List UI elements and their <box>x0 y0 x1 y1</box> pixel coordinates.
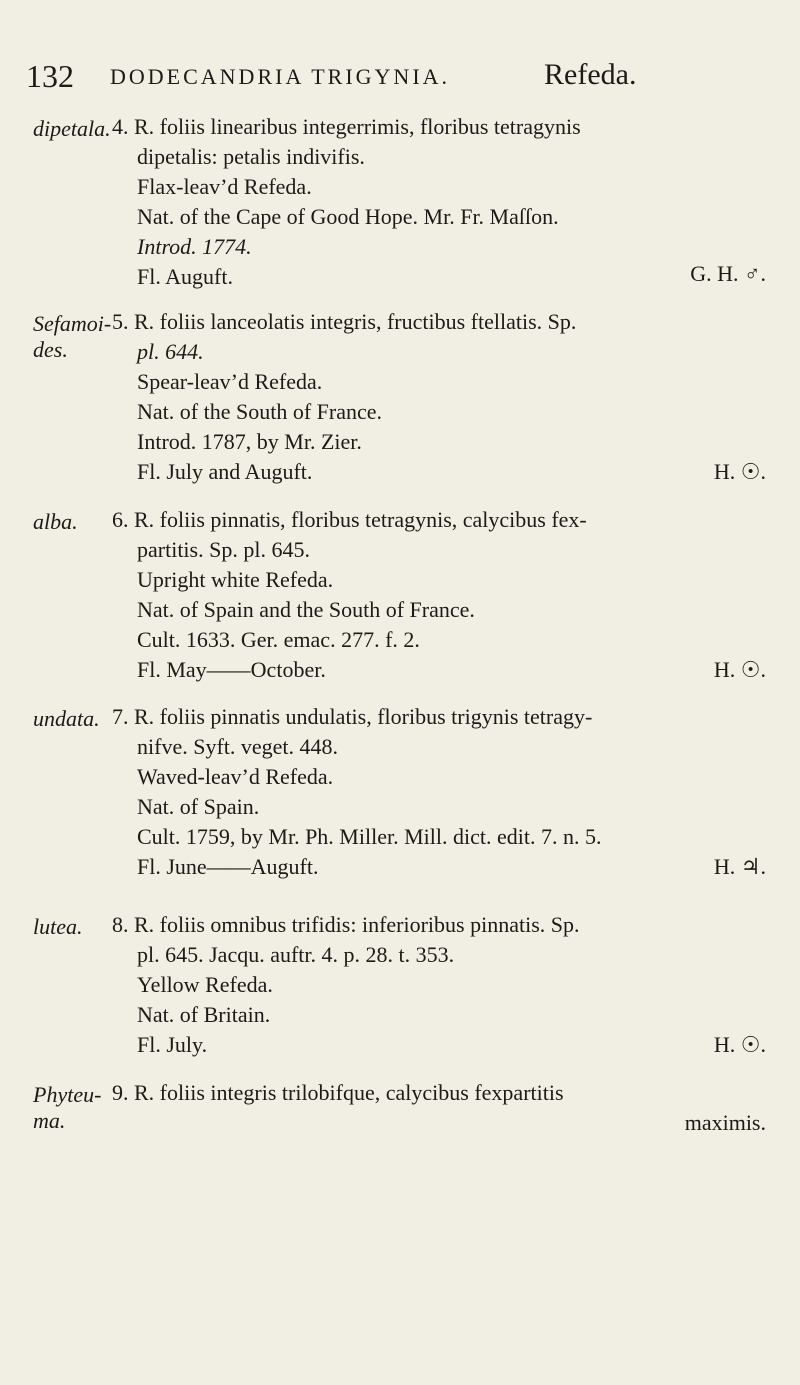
habitat-status: H. ☉. <box>713 1032 766 1057</box>
species-margin-name: dipetala. <box>33 116 111 141</box>
species-margin-name: Sefamoi-des. <box>33 311 112 362</box>
entry-line: Fl. June——Auguft. <box>137 854 319 879</box>
running-title: DODECANDRIA TRIGYNIA. <box>110 64 451 89</box>
entry-line: Nat. of Britain. <box>137 1002 271 1027</box>
entry-line: pl. 645. Jacqu. auftr. 4. p. 28. t. 353. <box>137 942 455 967</box>
entry-line: Nat. of Spain and the South of France. <box>137 597 475 622</box>
page-header <box>22 58 782 98</box>
entry-line: Introd. 1787, by Mr. Zier. <box>137 429 362 454</box>
species-margin-name: alba. <box>33 509 78 534</box>
entry-line: pl. 644. <box>137 339 204 364</box>
entry-line: Fl. July. <box>137 1032 208 1057</box>
habitat-status: H. ☉. <box>713 459 766 484</box>
entry-line: partitis. Sp. pl. 645. <box>137 537 310 562</box>
entry-line: Fl. Auguft. <box>137 264 233 289</box>
species-margin-name: undata. <box>33 706 100 731</box>
entry-line: maximis. <box>684 1110 766 1135</box>
species-margin-name: lutea. <box>33 914 83 939</box>
genus-heading: Refeda. <box>544 58 637 91</box>
habitat-status: G. H. ♂. <box>690 261 766 286</box>
habitat-status: H. ☉. <box>713 657 766 682</box>
entry-line: dipetalis: petalis indivifis. <box>137 144 365 169</box>
entry-line: Waved-leav’d Refeda. <box>137 764 334 789</box>
entry-line: nifve. Syft. veget. 448. <box>137 734 339 759</box>
entry-line: Upright white Refeda. <box>137 567 334 592</box>
page-number: 132 <box>26 58 74 94</box>
entry-line: 9. R. foliis integris trilobifque, calycibus fexpartitis <box>112 1080 564 1105</box>
entry-line: 7. R. foliis pinnatis undulatis, floribus trigynis tetragy- <box>112 704 593 729</box>
entry-line: 8. R. foliis omnibus trifidis: inferioribus pinnatis. Sp. <box>112 912 580 937</box>
habitat-status: H. ♃. <box>713 854 766 879</box>
entry-line: Cult. 1759, by Mr. Ph. Miller. Mill. dict. edit. 7. n. 5. <box>137 824 602 849</box>
entry-line: 4. R. foliis linearibus integerrimis, floribus tetragynis <box>112 114 581 139</box>
entry-line: Nat. of Spain. <box>137 794 260 819</box>
entry-line: Nat. of the Cape of Good Hope. Mr. Fr. Maſſon. <box>137 204 559 229</box>
entry-line: 5. R. foliis lanceolatis integris, fructibus ftellatis. Sp. <box>112 309 577 334</box>
entry-line: Spear-leav’d Refeda. <box>137 369 323 394</box>
entry-line: Fl. July and Auguft. <box>137 459 313 484</box>
entry-line: Introd. 1774. <box>137 234 252 259</box>
entry-line: 6. R. foliis pinnatis, floribus tetragynis, calycibus fex- <box>112 507 587 532</box>
entry-line: Yellow Refeda. <box>137 972 273 997</box>
species-margin-name: Phyteu-ma. <box>33 1082 102 1133</box>
entry-line: Nat. of the South of France. <box>137 399 382 424</box>
entry-line: Fl. May——October. <box>137 657 326 682</box>
entry-line: Cult. 1633. Ger. emac. 277. f. 2. <box>137 627 420 652</box>
entry-line: Flax-leav’d Refeda. <box>137 174 312 199</box>
